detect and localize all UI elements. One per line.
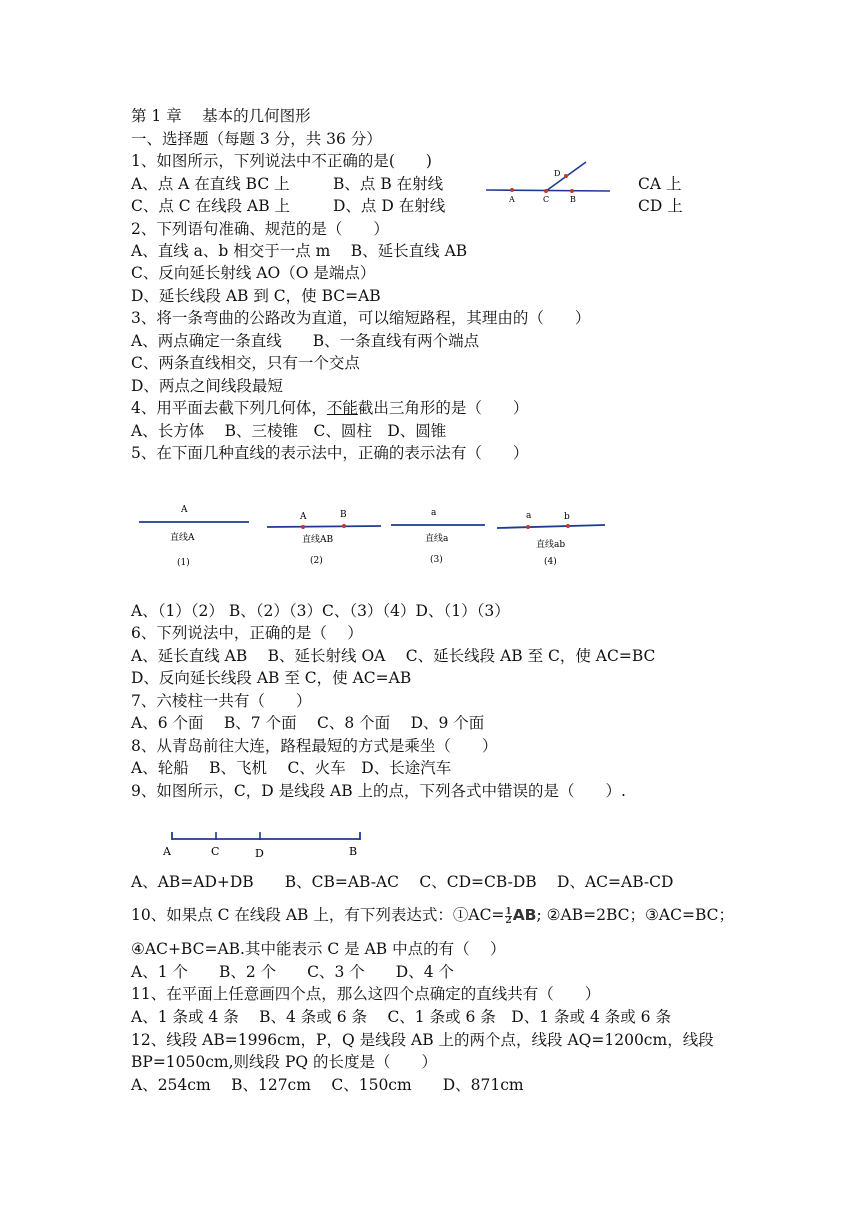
fig2-point-a [301,525,305,529]
question-7-options: A、6 个面 B、7 个面 C、8 个面 D、9 个面 [131,714,485,732]
question-1-option-d: D、点 D 在射线 [333,197,446,215]
question-1-figure [484,160,614,208]
question-8-stem: 8、从青岛前往大连，路程最短的方式是乘坐（ ） [131,737,498,755]
fraction-denominator: 2 [505,915,512,926]
question-8-options: A、轮船 B、飞机 C、火车 D、长途汽车 [131,759,452,777]
question-1-option-b-tail: CA 上 [638,175,682,193]
fraction-ab: AB [512,906,537,924]
point-a [510,188,514,192]
figure-1 [139,505,249,568]
question-6-stem: 6、下列说法中，正确的是（ ） [131,624,363,642]
label-c: C [543,195,550,204]
question-12-stem: 12、线段 AB=1996cm，P，Q 是线段 AB 上的两个点，线段 AQ=1200cm，线段 [131,1031,714,1049]
fig4-point-a [526,525,530,529]
fig3-name: 直线a [425,534,449,544]
chapter-title: 第 1 章 基本的几何图形 [131,107,311,125]
question-10-stem-post: ; ②AB=2BC；③AC=BC； [536,906,734,924]
label-d: D [255,847,264,860]
fig4-top-b: b [564,512,570,522]
figure-4 [497,511,605,567]
label-c: C [211,845,220,858]
fig4-line [497,525,605,528]
question-1-stem: 1、如图所示，下列说法中不正确的是( ) [131,152,432,170]
fig2-top-a: A [300,512,307,522]
label-a: A [509,195,515,204]
question-11-options: A、1 条或 4 条 B、4 条或 6 条 C、1 条或 6 条 D、1 条或 4 条或 6 条 [131,1008,671,1026]
question-4-stem-pre: 4、用平面去截下列几何体， [131,399,327,417]
question-9-figure [160,828,366,862]
fig1-name: 直线A [170,533,195,543]
question-10-stem-line-2: ④AC+BC=AB.其中能表示 C 是 AB 中点的有（ ） [131,940,506,958]
question-4-options: A、长方体 B、三棱锥 C、圆柱 D、圆锥 [131,422,447,440]
fig2-top-b: B [340,510,347,520]
question-4-stem-underlined: 不能 [326,399,358,417]
fig4-num: (4) [544,557,557,567]
question-1-option-c: C、点 C 在线段 AB 上 [131,197,291,215]
question-6-options-abc: A、延长直线 AB B、延长射线 OA C、延长线段 AB 至 C，使 AC=BC [131,647,656,665]
question-9-options: A、AB=AD+DB B、CB=AB-AC C、CD=CB-DB D、AC=AB-CD [131,873,674,891]
question-1-option-a: A、点 A 在直线 BC 上 [131,175,290,193]
fig2-name: 直线AB [302,535,334,545]
fig1-top: A [181,505,188,515]
question-4-stem-post: 截出三角形的是（ ） [357,399,529,417]
question-10-stem-pre: 10、如果点 C 在线段 AB 上，有下列表达式：①AC= [131,906,505,924]
question-7-stem: 7、六棱柱一共有（ ） [131,692,312,710]
fig2-num: (2) [310,556,323,566]
label-a: A [163,845,171,858]
label-b: B [570,195,576,204]
question-5-stem: 5、在下面几种直线的表示法中，正确的表示法有（ ） [131,444,529,462]
fig2-point-b [342,524,346,528]
fig4-name: 直线ab [536,540,566,550]
question-5-figures [135,498,615,574]
question-6-option-d: D、反向延长线段 AB 至 C，使 AC=AB [131,669,412,687]
question-2-option-d: D、延长线段 AB 到 C，使 BC=AB [131,287,381,305]
fig4-top-a: a [526,511,532,521]
label-b: B [349,845,358,858]
question-3-stem: 3、将一条弯曲的公路改为直道，可以缩短路程，其理由的（ ） [131,309,591,327]
question-1-option-d-tail: CD 上 [638,197,683,215]
figure-2 [267,510,381,566]
question-10-stem [131,905,734,925]
fig4-point-b [566,524,570,528]
question-2-options-ab: A、直线 a、b 相交于一点 m B、延长直线 AB [131,242,468,260]
fraction-numerator: 1 [505,906,512,917]
fig2-line [267,526,381,527]
question-11-stem: 11、在平面上任意画四个点，那么这四个点确定的直线共有（ ） [131,985,601,1003]
point-c [544,189,548,193]
question-1-option-b: B、点 B 在射线 [333,175,444,193]
point-d [564,174,568,178]
point-b [570,189,574,193]
question-2-option-c: C、反向延长射线 AO（O 是端点） [131,264,376,282]
section-title: 一、选择题（每题 3 分，共 36 分） [131,130,382,148]
question-3-option-c: C、两条直线相交，只有一个交点 [131,354,360,372]
question-10-options: A、1 个 B、2 个 C、3 个 D、4 个 [131,963,455,981]
fig3-num: (3) [430,555,443,565]
question-12-options: A、254cm B、127cm C、150cm D、871cm [131,1076,524,1094]
fig1-num: (1) [177,558,190,568]
question-5-options: A、（1）（2） B、（2）（3）C、（3）（4）D、（1）（3） [131,602,510,620]
question-2-stem: 2、下列语句准确、规范的是（ ） [131,220,389,238]
question-12-stem-line-2: BP=1050cm,则线段 PQ 的长度是（ ） [131,1053,438,1071]
question-4-stem [131,398,528,418]
fraction [505,908,511,925]
question-3-option-d: D、两点之间线段最短 [131,377,283,395]
question-3-options-ab: A、两点确定一条直线 B、一条直线有两个端点 [131,332,480,350]
fig3-top: a [431,508,437,518]
figure-3 [391,508,485,565]
label-d: D [554,169,561,178]
question-9-stem: 9、如图所示，C，D 是线段 AB 上的点，下列各式中错误的是（ ）. [131,782,626,800]
